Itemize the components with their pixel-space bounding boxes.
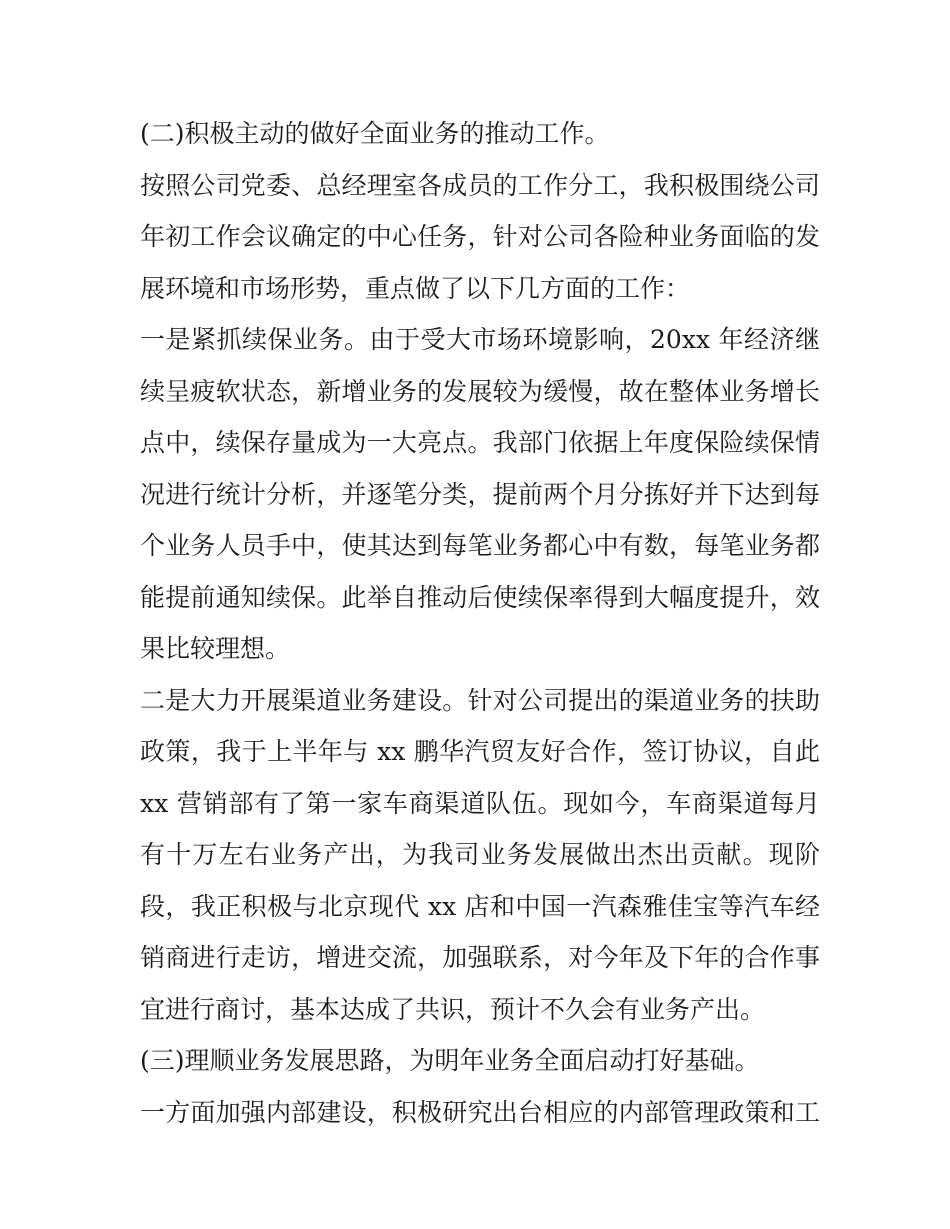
text-line: 一方面加强内部建设，积极研究出台相应的内部管理政策和工	[140, 1097, 820, 1127]
text-line: 段，我正积极与北京现代 xx 店和中国一汽森雅佳宝等汽车经	[140, 891, 820, 921]
text-line: 续呈疲软状态，新增业务的发展较为缓慢，故在整体业务增长	[140, 376, 820, 406]
text-line: 能提前通知续保。此举自推动后使续保率得到大幅度提升，效	[140, 582, 820, 612]
text-line: 一是紧抓续保业务。由于受大市场环境影响，20xx 年经济继	[140, 325, 820, 354]
text-line: 宜进行商讨，基本达成了共识，预计不久会有业务产出。	[140, 994, 766, 1024]
text-line: 况进行统计分析，并逐笔分类，提前两个月分拣好并下达到每	[140, 479, 820, 509]
text-line: 个业务人员手中，使其达到每笔业务都心中有数，每笔业务都	[140, 531, 820, 560]
body-text	[140, 108, 820, 1138]
text-line: 按照公司党委、总经理室各成员的工作分工，我积极围绕公司	[140, 170, 820, 200]
heading-line: (二)积极主动的做好全面业务的推动工作。	[140, 119, 610, 148]
text-line: 展环境和市场形势，重点做了以下几方面的工作：	[140, 273, 691, 303]
text-line: 有十万左右业务产出，为我司业务发展做出杰出贡献。现阶	[140, 840, 820, 869]
text-line: 年初工作会议确定的中心任务，针对公司各险种业务面临的发	[140, 222, 820, 251]
text-line: 点中，续保存量成为一大亮点。我部门依据上年度保险续保情	[140, 428, 820, 457]
text-line: 销商进行走访，增进交流，加强联系，对今年及下年的合作事	[140, 943, 820, 972]
heading-line: (三)理顺业务发展思路，为明年业务全面启动打好基础。	[140, 1046, 760, 1075]
text-line: 果比较理想。	[140, 634, 291, 663]
text-line: 政策，我于上半年与 xx 鹏华汽贸友好合作，签订协议，自此	[140, 737, 820, 766]
text-line: xx 营销部有了第一家车商渠道队伍。现如今，车商渠道每月	[140, 788, 820, 818]
text-line: 二是大力开展渠道业务建设。针对公司提出的渠道业务的扶助	[140, 685, 820, 715]
